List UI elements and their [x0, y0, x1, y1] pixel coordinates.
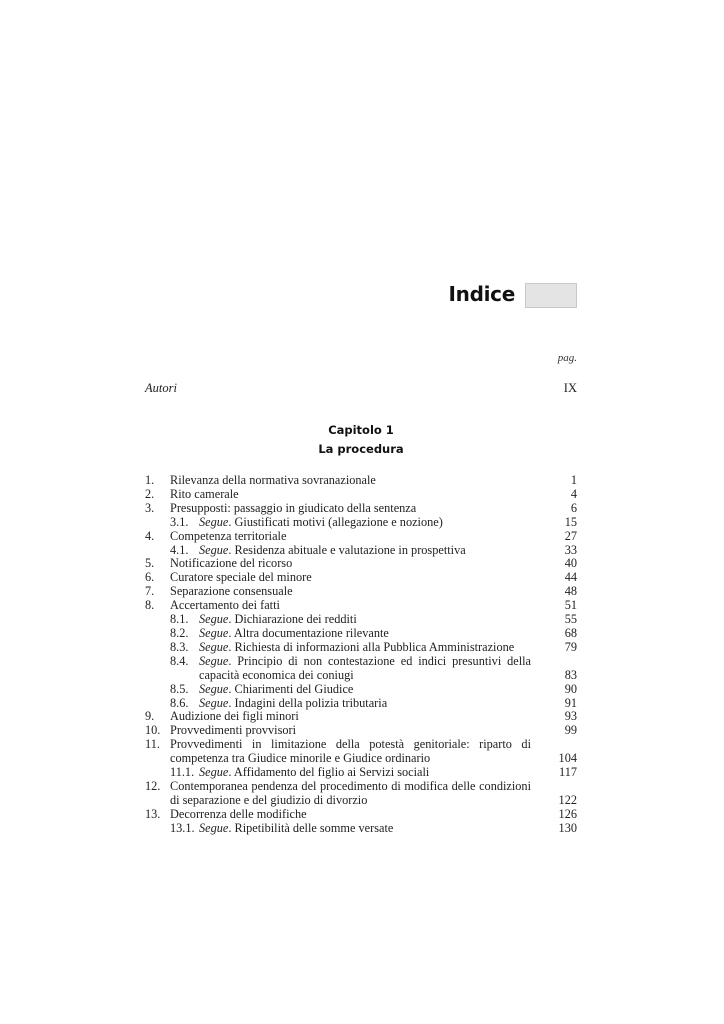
- toc-entry-page: 99: [564, 723, 577, 738]
- toc-entry-page: 83: [564, 667, 577, 682]
- segue-label: Segue: [199, 514, 229, 529]
- toc-entry-page: 15: [564, 514, 577, 529]
- toc-entry-page: 126: [558, 806, 577, 821]
- toc-entry-number: 7.: [145, 584, 155, 599]
- toc-entry-title-text: . Giustificati motivi (allegazione e nozione): [228, 514, 443, 529]
- toc-entry-page: 117: [559, 765, 577, 780]
- toc-entry-title: Presupposti: passaggio in giudicato della sentenza: [170, 500, 417, 515]
- toc-entry: [145, 488, 577, 502]
- toc-subentry: [145, 627, 577, 641]
- toc-entry-title-text: . Altra documentazione rilevante: [228, 625, 389, 640]
- toc-entry-page: 90: [564, 681, 577, 696]
- toc-entry-number: 6.: [145, 570, 155, 585]
- toc-entry-page: 130: [558, 820, 577, 835]
- toc-subentry: [145, 613, 577, 627]
- toc-entry-title: Provvedimenti provvisori: [170, 723, 297, 738]
- toc-entry-number: 5.: [145, 556, 155, 571]
- toc-entry-page: 6: [570, 500, 577, 515]
- toc-entry-title: [199, 822, 531, 836]
- toc-entry-number: 3.1.: [170, 514, 189, 529]
- toc-entry-number: 8.6.: [170, 695, 189, 710]
- toc-entry-number: 2.: [145, 486, 155, 501]
- toc-entry-page: 44: [564, 570, 577, 585]
- toc-entry-title: Separazione consensuale: [170, 584, 293, 599]
- toc-entry-number: 4.1.: [170, 542, 189, 557]
- segue-label: Segue: [199, 695, 229, 710]
- toc-entry-title: Notificazione del ricorso: [170, 556, 293, 571]
- toc-entry-title: Contemporanea pendenza del procedimento di modifica delle condizioni di separazione e del giudizio di divorzio: [170, 778, 531, 807]
- toc-entry: [145, 530, 577, 544]
- page-column-label: pag.: [557, 352, 577, 364]
- segue-label: Segue: [199, 820, 229, 835]
- toc-entry-page: 48: [564, 584, 577, 599]
- toc-subentry: [145, 683, 577, 697]
- toc-entry-title-text: . Ripetibilità delle somme versate: [228, 820, 394, 835]
- toc-entry-number: 3.: [145, 500, 155, 515]
- toc-entry-title-text: . Dichiarazione dei redditi: [228, 612, 357, 627]
- toc-entry-number: 1.: [145, 473, 155, 487]
- toc-subentry: [145, 516, 577, 530]
- toc-entry-title: [199, 655, 531, 683]
- toc-entry-number: 12.: [145, 778, 161, 793]
- toc-entry: [145, 585, 577, 599]
- toc-entry: [145, 710, 577, 724]
- toc-entry: [145, 599, 577, 613]
- toc-entry: [145, 557, 577, 571]
- toc-entry-page: 91: [564, 695, 577, 710]
- toc-entry-page: 4: [570, 486, 577, 501]
- toc-entry-page: 79: [564, 639, 577, 654]
- toc-entry-page: 104: [558, 751, 577, 766]
- toc-entry-title-text: . Principio di non contestazione ed indici presuntivi della capacità economica dei coniugi: [199, 653, 531, 682]
- segue-label: Segue: [199, 681, 229, 696]
- toc-entry-title: Curatore speciale del minore: [170, 570, 312, 585]
- toc-entry-title-text: . Indagini della polizia tributaria: [228, 695, 388, 710]
- toc-entry-title: Accertamento dei fatti: [170, 598, 280, 613]
- toc-entry-page: 122: [558, 792, 577, 807]
- toc-entry-page: 55: [564, 612, 577, 627]
- toc-entry-title: [199, 627, 531, 641]
- toc-entry-number: 13.1.: [170, 820, 195, 835]
- toc-entry-page: 93: [564, 709, 577, 724]
- toc-entry: [145, 724, 577, 738]
- toc-entry: [145, 571, 577, 585]
- toc-entry-page: 40: [564, 556, 577, 571]
- segue-label: Segue: [199, 625, 229, 640]
- table-of-contents: [145, 474, 577, 836]
- segue-label: Segue: [199, 612, 229, 627]
- toc-entry-number: 11.: [145, 737, 160, 752]
- toc-entry-title: [199, 697, 531, 711]
- toc-entry: [145, 502, 577, 516]
- toc-entry-title: Decorrenza delle modifiche: [170, 806, 307, 821]
- toc-entry-number: 10.: [145, 723, 161, 738]
- toc-entry-number: 13.: [145, 806, 161, 821]
- toc-entry-title: [199, 641, 531, 655]
- toc-entry-page: 33: [564, 542, 577, 557]
- toc-entry-number: 8.2.: [170, 625, 189, 640]
- toc-entry-title-text: . Affidamento del figlio ai Servizi sociali: [228, 765, 430, 780]
- toc-entry: [145, 738, 577, 766]
- toc-entry: [145, 474, 577, 488]
- toc-subentry: [145, 655, 577, 683]
- toc-entry-number: 11.1.: [170, 765, 195, 780]
- toc-entry-title-text: . Richiesta di informazioni alla Pubblica Amministrazione: [228, 639, 515, 654]
- toc-entry-page: 1: [570, 473, 577, 487]
- toc-entry-title: Rito camerale: [170, 486, 239, 501]
- toc-entry-title: Competenza territoriale: [170, 528, 287, 543]
- toc-entry-number: 8.5.: [170, 681, 189, 696]
- segue-label: Segue: [199, 639, 229, 654]
- chapter-number: Capitolo 1: [328, 423, 394, 437]
- toc-entry-title: [199, 683, 531, 697]
- toc-entry-number: 4.: [145, 528, 155, 543]
- toc-entry: [145, 780, 577, 808]
- toc-entry-number: 9.: [145, 709, 155, 724]
- segue-label: Segue: [199, 653, 229, 668]
- toc-entry-title: [199, 613, 531, 627]
- page-title: Indice: [448, 282, 515, 306]
- toc-entry-page: 27: [564, 528, 577, 543]
- toc-subentry: [145, 766, 577, 780]
- toc-subentry: [145, 697, 577, 711]
- toc-subentry: [145, 641, 577, 655]
- toc-entry-title: Audizione dei figli minori: [170, 709, 299, 724]
- autori-page: IX: [563, 381, 577, 395]
- toc-entry-number: 8.3.: [170, 639, 189, 654]
- toc-entry-title: [199, 766, 531, 780]
- toc-entry-number: 8.4.: [170, 653, 189, 668]
- toc-entry-title-text: . Chiarimenti del Giudice: [228, 681, 354, 696]
- title-decoration-box: [525, 283, 577, 308]
- toc-entry-number: 8.1.: [170, 612, 189, 627]
- toc-entry-title: [199, 544, 531, 558]
- toc-entry-number: 8.: [145, 598, 155, 613]
- toc-entry-page: 68: [564, 625, 577, 640]
- segue-label: Segue: [199, 542, 229, 557]
- segue-label: Segue: [199, 765, 229, 780]
- toc-entry-title: Provvedimenti in limitazione della potestà genitoriale: riparto di competenza tra Giudice minorile e Giudice ordinario: [170, 737, 531, 766]
- chapter-title: La procedura: [318, 442, 404, 456]
- toc-entry-title: Rilevanza della normativa sovranazionale: [170, 473, 376, 487]
- toc-entry-page: 51: [564, 598, 577, 613]
- toc-subentry: [145, 544, 577, 558]
- autori-label: Autori: [145, 381, 177, 395]
- toc-subentry: [145, 822, 577, 836]
- toc-entry-title-text: . Residenza abituale e valutazione in prospettiva: [228, 542, 466, 557]
- toc-entry: [145, 808, 577, 822]
- toc-entry-title: [199, 516, 531, 530]
